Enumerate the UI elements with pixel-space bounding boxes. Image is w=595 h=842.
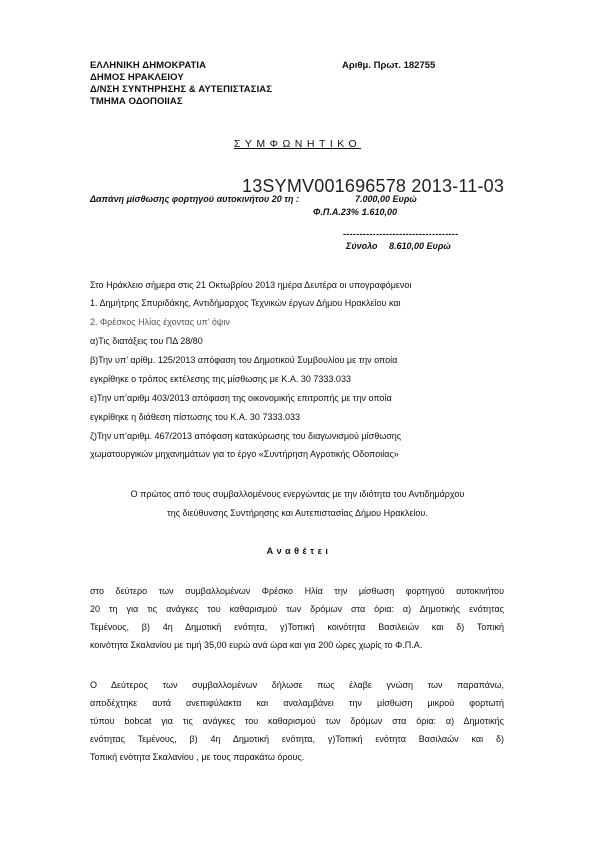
acceptance-line1: Ο Δεύτερος των συμβαλλομένων δήλωσε πως έλαβε γνώση των παραπάνω, — [90, 680, 504, 690]
expense-label: Δαπάνη μίσθωσης φορτηγού αυτοκινήτου 20 τη : — [90, 194, 299, 204]
assignment-line1: στο δεύτερο των συμβαλλομένων Φρέσκο Ηλία την μίσθωση φορτηγού αυτοκινήτου — [90, 586, 504, 596]
vat-label: Φ.Π.Α.23% : — [313, 207, 365, 217]
assignment-line3: Τεμένους, β) 4η Δημοτική ενότητα, γ)Τοπική κοινότητα Βασιλειών και δ) Τοπική — [90, 622, 504, 632]
clause-a: α)Τις διατάξεις του ΠΔ 28/80 — [90, 336, 203, 346]
first-party-line1: Ο πρώτος από τους συμβαλλομένους ενεργώντας με την ιδιότητα του Αντιδημάρχου — [130, 489, 465, 499]
issuer-line-municipality: ΔΗΜΟΣ ΗΡΑΚΛΕΙΟΥ — [90, 72, 184, 83]
clause-c-line2: εγκρίθηκε η διάθεση πίστωσης του Κ.Α. 30 7333.033 — [90, 412, 300, 422]
total-label: Σύνολο — [346, 241, 378, 251]
clause-d-line1: ζ)Την υπ’αριθμ. 467/2013 απόφαση κατακύρωσης του διαγωνισμού μίσθωσης — [90, 431, 402, 441]
vat-value: 1.610,00 — [362, 207, 398, 217]
clause-c-line1: ε)Την υπ’αριθμ 403/2013 απόφαση της οικονομικής επιτροπής με την οποία — [90, 393, 392, 403]
party-one: 1. Δημήτρης Σπυριδάκης, Αντιδήμαρχος Τεχνικών έργων Δήμου Ηρακλείου και — [90, 298, 401, 308]
acceptance-line4: ενότητας Τεμένους, β) 4η Δημοτική ενότητα, γ)Τοπική ενότητα Βασιλαών και δ) — [90, 734, 504, 744]
assigns-heading: Α ν α θ έ τ ε ι — [266, 546, 329, 556]
registry-stamp: 13SYMV001696578 2013-11-03 — [242, 176, 505, 196]
acceptance-line2: αποδέχτηκε αυτά ανεπιφύλακτα και αναλαμβάνει την μίσθωση μικρού φορτωτή — [90, 698, 504, 708]
clause-b-line2: εγκρίθηκε ο τρόπος εκτέλεσης της μίσθωσης με Κ.Α. 30 7333.033 — [90, 374, 351, 384]
document-title — [0, 138, 595, 150]
total-value: 8.610,00 Ευρώ — [389, 241, 451, 251]
clause-b-line1: β)Την υπ’ αρίθμ. 125/2013 απόφαση του Δημοτικού Συμβουλίου με την οποία — [90, 355, 398, 365]
assignment-line4: κοινότητα Σκαλανίου με τιμή 35,00 ευρώ ανά ώρα και για 200 ώρες χωρίς το Φ.Π.Α. — [90, 640, 423, 650]
expense-value: 7.000,00 Ευρώ — [355, 194, 417, 204]
sum-separator: ----------------------------------- — [343, 229, 459, 239]
issuer-line-country: ΕΛΛΗΝΙΚΗ ΔΗΜΟΚΡΑΤΙΑ — [90, 60, 207, 71]
issuer-line-department: ΤΜΗΜΑ ΟΔΟΠΟΙΙΑΣ — [90, 96, 183, 107]
clause-d-line2: χωματουργικών μηχανημάτων για το έργο «Συντήρηση Αγροτικής Οδοποιίας» — [90, 449, 399, 459]
party-two: 2. Φρέσκος Ηλίας έχοντας υπ’ όψιν — [90, 317, 230, 327]
acceptance-line5: Τοπική ενότητα Σκαλανίου , με τους παρακάτω όρους. — [90, 752, 305, 762]
issuer-line-directorate: Δ/ΝΣΗ ΣΥΝΤΗΡΗΣΗΣ & ΑΥΤΕΠΙΣΤΑΣΙΑΣ — [90, 84, 273, 95]
protocol-number: Αριθμ. Πρωτ. 182755 — [342, 60, 436, 71]
document-title-text: ΣΥΜΦΩΝΗΤΙΚΟ — [233, 138, 362, 150]
intro-line: Στο Ηράκλειο σήμερα στις 21 Οκτωβρίου 2013 ημέρα Δευτέρα οι υπογραφόμενοι — [90, 280, 412, 290]
first-party-line2: της διεύθυνσης Συντήρησης και Αυτεπιστασίας Δήμου Ηρακλείου. — [167, 508, 428, 518]
acceptance-line3: τύπου bobcat για τις ανάγκες του καθαρισμού των δρόμων στα όρια: α) Δημοτικής — [90, 716, 504, 726]
issuer-block — [90, 60, 272, 108]
assignment-line2: 20 τη για τις ανάγκες του καθαρισμού των δρόμων στα όρια: α) Δημοτικής ενότητας — [90, 604, 504, 614]
